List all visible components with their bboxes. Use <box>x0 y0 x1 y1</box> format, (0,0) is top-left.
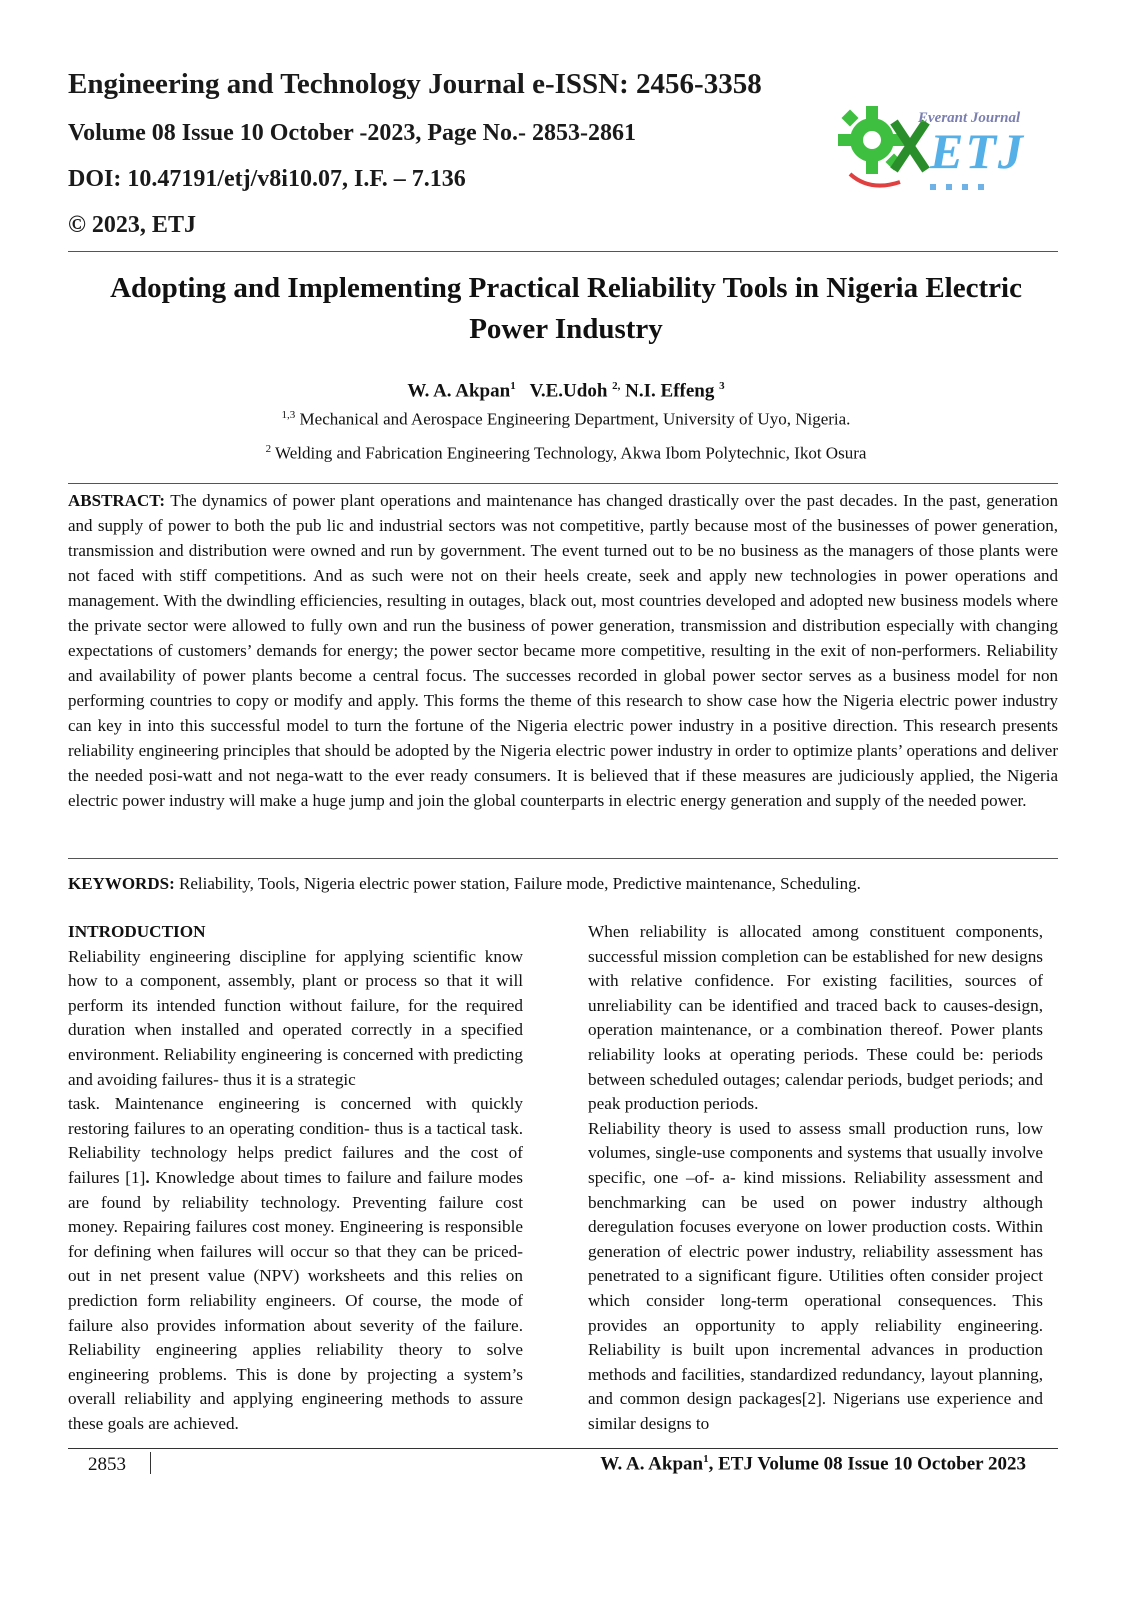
logo-etj-text: ETJ <box>930 123 1025 179</box>
footer-journal: , ETJ Volume 08 Issue 10 October 2023 <box>708 1453 1026 1475</box>
affiliation-text: Mechanical and Aerospace Engineering Department, University of Uyo, Nigeria. <box>299 409 851 429</box>
journal-title: Engineering and Technology Journal e-ISSN: 2456-3358 <box>68 68 762 100</box>
right-column <box>588 920 1043 1436</box>
footer-separator <box>150 1452 151 1474</box>
abstract-bottom-divider <box>68 858 1058 859</box>
author-sup: 2, <box>612 380 621 392</box>
footer-divider <box>68 1448 1058 1449</box>
footer-sup: 1 <box>703 1453 709 1465</box>
bold-period: . <box>145 1167 150 1187</box>
keywords-text: Reliability, Tools, Nigeria electric power station, Failure mode, Predictive maintenance, Scheduling. <box>178 874 861 893</box>
keywords-label: KEYWORDS: <box>68 874 175 893</box>
paragraph-text: Knowledge about times to failure and failure modes are found by reliability technology. Preventing failure cost money. Repairing failures cost money. Engineering is responsible for defining when failures will occur so that they can be priced-out in net present value (NPV) worksheets and this relies on prediction form reliability engineers. Of course, the mode of failure also provides information about severity of the failure. Reliability engineering applies reliability theory to solve engineering problems. This is done by projecting a system’s overall reliability and applying engineering methods to assure these goals are achieved. <box>68 1167 523 1433</box>
affiliation-sup: 2 <box>265 443 272 455</box>
logo-caption: Everant Journal <box>918 110 1021 126</box>
volume-info: Volume 08 Issue 10 October -2023, Page No.- 2853-2861 <box>68 120 636 146</box>
copyright: © 2023, ETJ <box>68 212 196 238</box>
page-number: 2853 <box>88 1454 126 1475</box>
paper-title: Adopting and Implementing Practical Reliability Tools in Nigeria Electric Power Industry <box>110 272 1022 345</box>
affiliation-text: Welding and Fabrication Engineering Technology, Akwa Ibom Polytechnic, Ikot Osura <box>275 443 867 463</box>
author-sup: 1 <box>510 380 516 392</box>
affiliation-sup: 1,3 <box>281 409 296 421</box>
abstract-top-divider <box>68 483 1058 484</box>
doi-info: DOI: 10.47191/etj/v8i10.07, I.F. – 7.136 <box>68 166 466 192</box>
keywords <box>68 872 1058 896</box>
header-divider <box>68 251 1058 252</box>
abstract <box>68 488 1058 813</box>
abstract-label: ABSTRACT: <box>68 491 165 510</box>
section-heading: INTRODUCTION <box>68 922 206 941</box>
author-sup: 3 <box>719 380 725 392</box>
author-name: V.E.Udoh <box>529 380 608 402</box>
paragraph: Reliability engineering discipline for applying scientific know how to a component, assembly, plant or process so that it will perform its intended function without failure, for the required duration when installed and operated correctly in a specified environment. Reliability engineering is concerned with predicting and avoiding failures- thus it is a strategic <box>68 946 523 1089</box>
affiliation <box>68 443 1064 464</box>
left-column <box>68 920 523 1436</box>
author-list <box>68 380 1064 402</box>
paragraph <box>68 1092 523 1436</box>
affiliation <box>68 409 1064 430</box>
footer-author: W. A. Akpan <box>600 1453 704 1475</box>
journal-logo <box>830 92 1040 202</box>
abstract-text: The dynamics of power plant operations and maintenance has changed drastically over the past decades. In the past, generation and supply of power to both the pub lic and industrial sectors was not competitive, partly because most of the businesses of power generation, transmission and distribution were owned and run by government. The event turned out to be no business as the managers of those plants were not faced with stiff competitions. And as such were not on their heels create, seek and apply new technologies in power operations and management. With the dwindling efficiencies, resulting in outages, black out, most countries developed and adopted new business models where the private sector were allowed to fully own and run the business of power generation, transmission and distribution especially with changing expectations of customers’ demands for energy; the power sector became more competitive, resulting in the exit of non-performers. Reliability and availability of power plants become a central focus. The successes recorded in global power sector serves as a business model for non performing countries to copy or modify and apply. This forms the theme of this research to show case how the Nigeria electric power industry can key in into this successful model to turn the fortune of the Nigeria electric power industry in a positive direction. This research presents reliability engineering principles that should be adopted by the Nigeria electric power industry in order to optimize plants’ operations and deliver the needed posi-watt and not nega-watt to the ever ready consumers. It is believed that if these measures are judiciously applied, the Nigeria electric power industry will make a huge jump and join the global counterparts in electric energy generation and supply of the needed power. <box>68 491 1058 810</box>
paragraph: When reliability is allocated among constituent components, successful mission completion can be established for new designs with relative confidence. For existing facilities, sources of unreliability can be identified and traced back to causes-design, operation maintenance, or a combination thereof. Power plants reliability looks at operating periods. These could be: periods between scheduled outages; calendar periods, budget periods; and peak production periods. <box>588 922 1043 1114</box>
footer-citation <box>600 1453 1026 1475</box>
author-name: W. A. Akpan <box>407 380 511 402</box>
paragraph-text: task. Maintenance engineering is concerned with quickly restoring failures to an operating condition- thus is a tactical task. Reliability technology helps predict failures and the cost of failures [1] <box>68 1094 523 1187</box>
paragraph: Reliability theory is used to assess small production runs, low volumes, single-use components and systems that usually involve specific, one –of- a- kind missions. Reliability assessment and benchmarking can be used on power industry although deregulation focuses everyone on lower production costs. Within generation of electric power industry, reliability assessment has penetrated to a significant figure. Utilities often consider project which consider long-term operational consequences. This provides an opportunity to apply reliability engineering. Reliability is built upon incremental advances in production methods and facilities, standardized redundancy, layout planning, and common design packages[2]. Nigerians use experience and similar designs to <box>588 1118 1043 1433</box>
author-name: N.I. Effeng <box>625 380 715 402</box>
